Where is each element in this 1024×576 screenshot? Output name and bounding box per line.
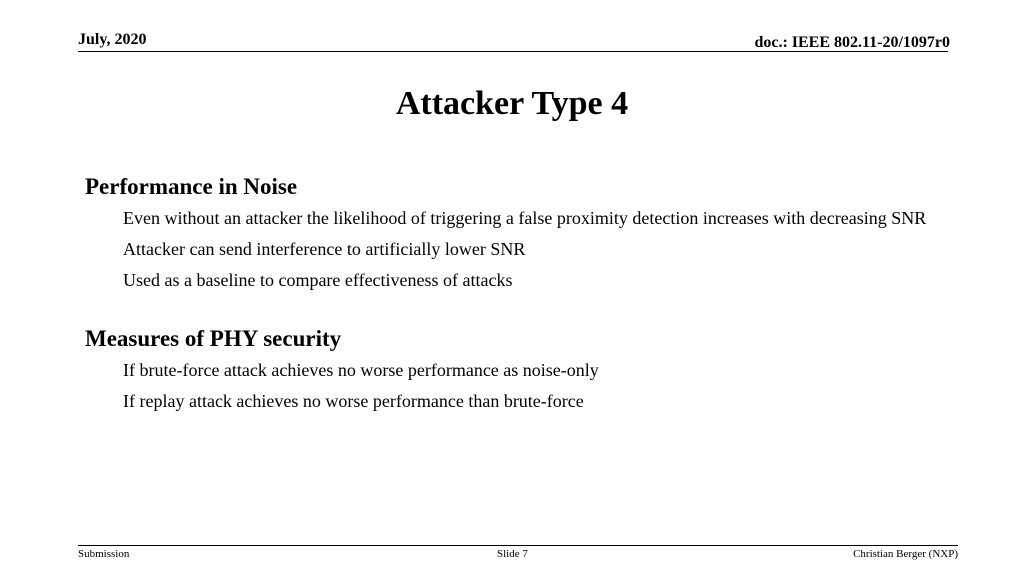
- footer-slide-number: Slide 7: [497, 548, 528, 560]
- section-performance-in-noise: [85, 171, 955, 293]
- slide-title: Attacker Type 4: [395, 85, 629, 122]
- slide-body: [85, 171, 955, 444]
- section-heading: Measures of PHY security: [85, 326, 342, 351]
- bullet-item: If brute-force attack achieves no worse performance as noise-only: [123, 360, 599, 380]
- section-heading: Performance in Noise: [85, 174, 298, 199]
- header-doc-id: doc.: IEEE 802.11-20/1097r0: [754, 34, 950, 51]
- bullet-item: Used as a baseline to compare effectiveness of attacks: [123, 270, 513, 290]
- bullet-item: If replay attack achieves no worse performance than brute-force: [123, 391, 584, 411]
- footer-submission: Submission: [78, 548, 130, 560]
- footer-divider: [78, 545, 958, 546]
- header-date: July, 2020: [78, 31, 147, 48]
- bullet-item: Even without an attacker the likelihood of triggering a false proximity detection increases with decreasing SNR: [123, 208, 927, 228]
- bullet-list: [85, 206, 955, 293]
- header-divider: [78, 51, 948, 52]
- bullet-list: [85, 358, 955, 414]
- bullet-item: Attacker can send interference to artificially lower SNR: [123, 239, 526, 259]
- section-measures-of-phy-security: [85, 323, 955, 414]
- footer-author: Christian Berger (NXP): [853, 548, 958, 560]
